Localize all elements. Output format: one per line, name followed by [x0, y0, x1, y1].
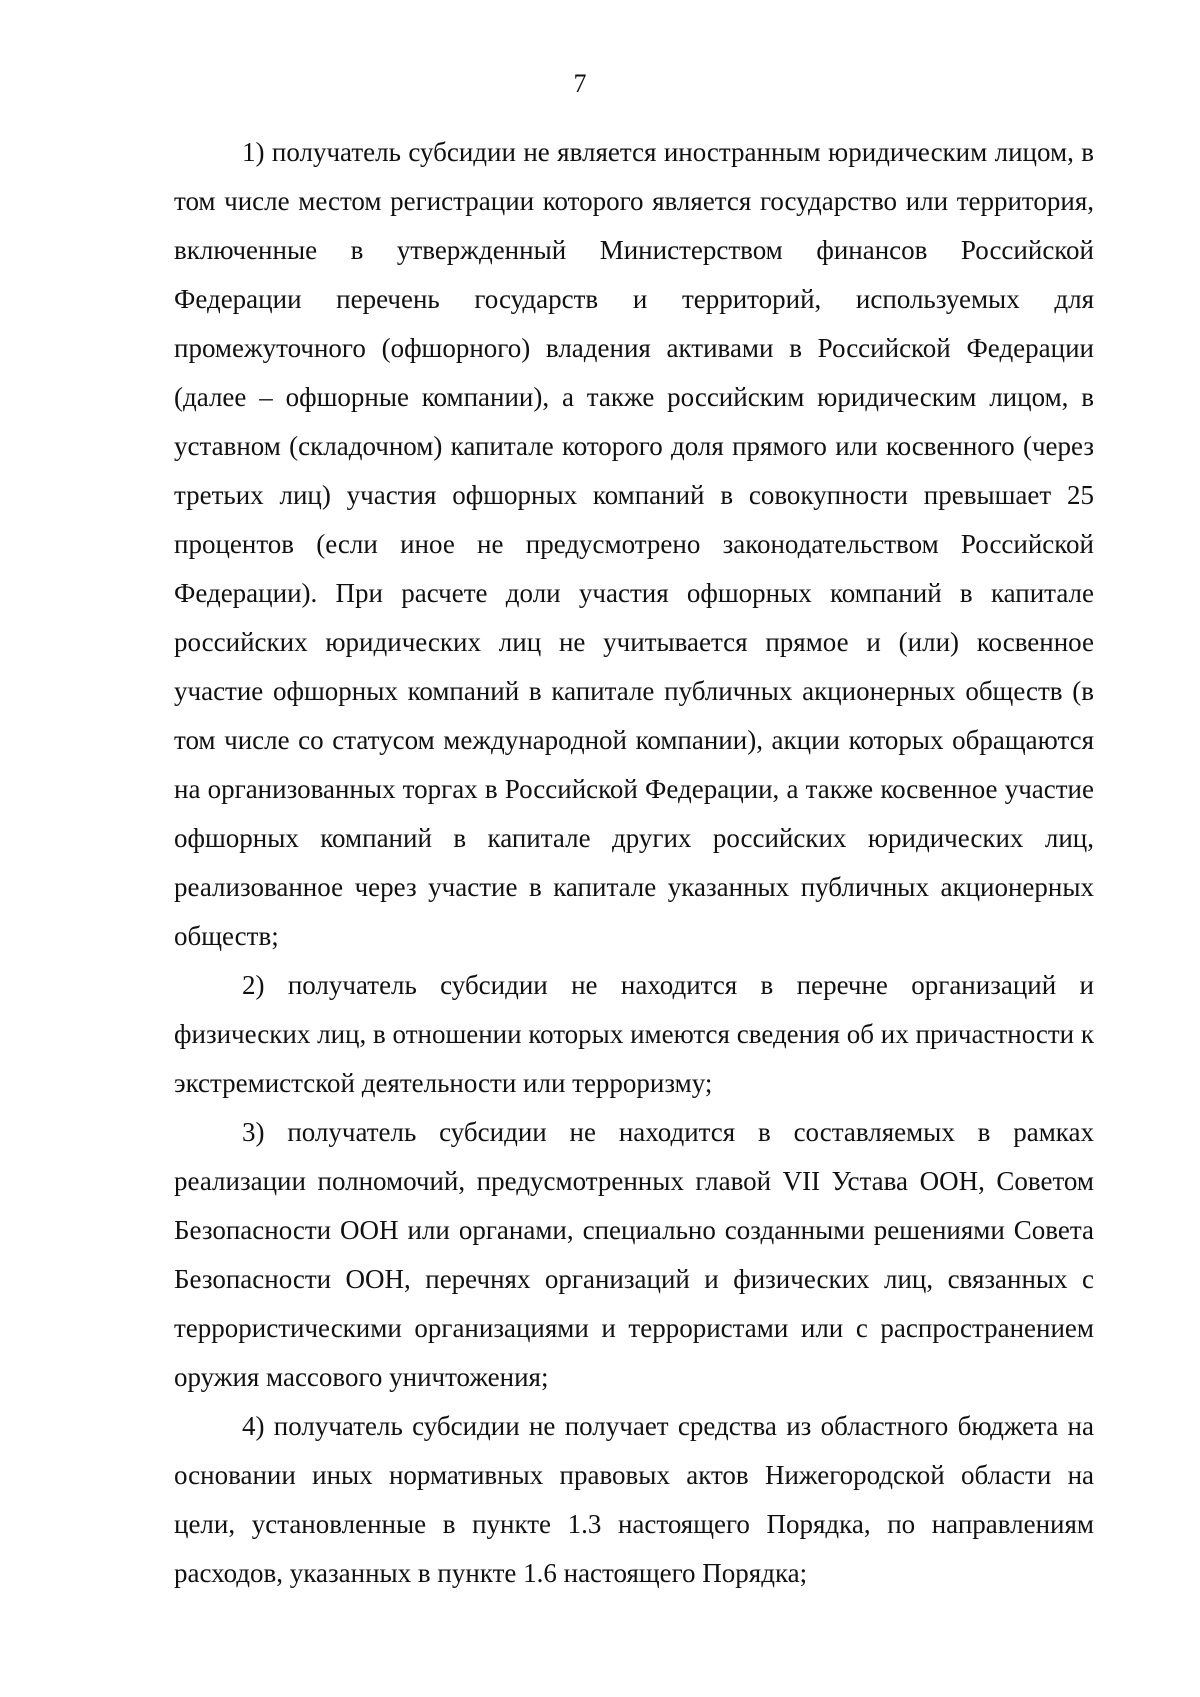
- paragraph-item-4: 4) получатель субсидии не получает средства из областного бюджета на основании иных нормативных правовых актов Нижегородской области на цели, установленные в пункте 1.3 настоящего Порядка, по направлениям расходов, указанных в пункте 1.6 настоящего Порядка;: [174, 1411, 1094, 1588]
- paragraph-item-3: 3) получатель субсидии не находится в составляемых в рамках реализации полномочий, предусмотренных главой VII Устава ООН, Советом Безопасности ООН или органами, специально созданными решениями Совета Безопасности ООН, перечнях организаций и физических лиц, связанных с террористическими организациями и террористами или с распространением оружия массового уничтожения;: [174, 1117, 1094, 1392]
- document-body: [174, 128, 1094, 1598]
- paragraph-item-1: 1) получатель субсидии не является иностранным юридическим лицом, в том числе местом регистрации которого является государство или территория, включенные в утвержденный Министерством финансов Российской Федерации перечень государств и территорий, используемых для промежуточного (офшорного) владения активами в Российской Федерации (далее – офшорные компании), а также российским юридическим лицом, в уставном (складочном) капитале которого доля прямого или косвенного (через третьих лиц) участия офшорных компаний в совокупности превышает 25 процентов (если иное не предусмотрено законодательством Российской Федерации). При расчете доли участия офшорных компаний в капитале российских юридических лиц не учитывается прямое и (или) косвенное участие офшорных компаний в капитале публичных акционерных обществ (в том числе со статусом международной компании), акции которых обращаются на организованных торгах в Российской Федерации, а также косвенное участие офшорных компаний в капитале других российских юридических лиц, реализованное через участие в капитале указанных публичных акционерных обществ;: [174, 137, 1094, 951]
- page-number: 7: [573, 69, 587, 98]
- paragraph-item-2: 2) получатель субсидии не находится в перечне организаций и физических лиц, в отношении которых имеются сведения об их причастности к экстремистской деятельности или терроризму;: [174, 970, 1094, 1098]
